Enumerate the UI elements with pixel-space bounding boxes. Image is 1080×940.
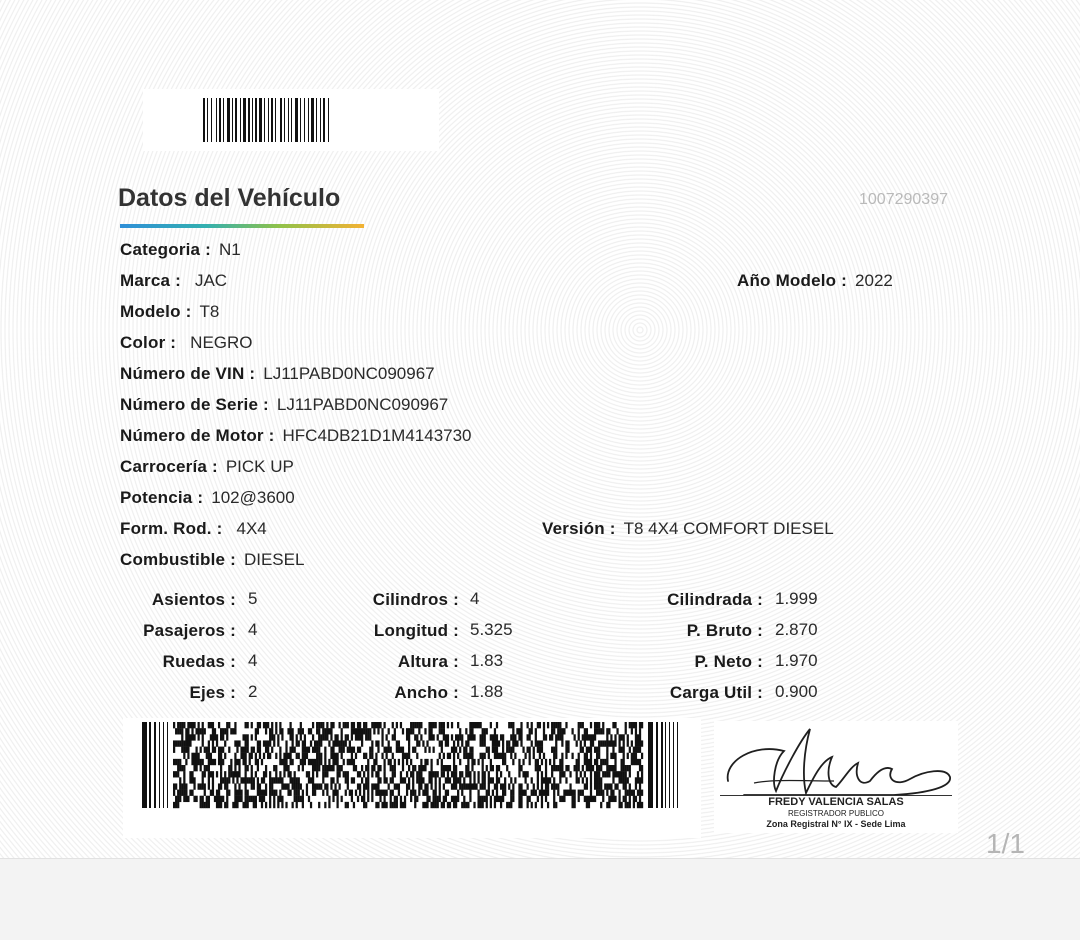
field-label: Año Modelo : (737, 271, 848, 290)
field-combustible (120, 550, 304, 570)
field-value: 4X4 (236, 519, 267, 538)
field-value: HFC4DB21D1M4143730 (282, 426, 472, 445)
handwritten-signature (714, 721, 958, 801)
spec-value-p-bruto: 2.870 (775, 620, 818, 639)
spec-label-ejes: Ejes : (189, 683, 236, 702)
field-marca (120, 271, 227, 291)
spec-value-altura: 1.83 (470, 651, 504, 670)
field-value: DIESEL (243, 550, 305, 569)
field-modelo (120, 302, 219, 322)
field-value: PICK UP (225, 457, 294, 476)
spec-label-ruedas: Ruedas : (162, 652, 236, 671)
field-label: Potencia : (120, 488, 204, 507)
field-categoria (120, 240, 241, 260)
signatory-name: FREDY VALENCIA SALAS (768, 796, 904, 808)
field-label: Número de Serie : (120, 395, 269, 414)
document-number: 1007290397 (859, 191, 948, 208)
spec-label-asientos: Asientos : (151, 590, 236, 609)
field-label: Color : (120, 333, 177, 352)
viewer-bottom-bar (0, 858, 1080, 940)
field-carroceria (120, 457, 294, 477)
field-label: Combustible : (120, 550, 236, 569)
field-label: Número de Motor : (120, 426, 275, 445)
field-value: T8 (199, 302, 220, 321)
field-label: Marca : (120, 271, 181, 290)
barcode-bars (203, 98, 379, 142)
top-barcode (143, 89, 439, 151)
page-indicator: 1/1 (986, 828, 1025, 858)
field-label: Form. Rod. : (120, 519, 223, 538)
spec-value-cilindrada: 1.999 (775, 589, 818, 608)
field-value: NEGRO (190, 333, 253, 352)
pdf417-barcode (123, 718, 701, 838)
pdf417-barcode-graphic (123, 718, 701, 838)
spec-label-ancho: Ancho : (394, 683, 459, 702)
field-motor (120, 426, 472, 446)
spec-label-pasajeros: Pasajeros : (143, 621, 236, 640)
field-value: LJ11PABD0NC090967 (276, 395, 449, 414)
spec-value-p-neto: 1.970 (775, 651, 818, 670)
spec-label-altura: Altura : (397, 652, 459, 671)
spec-label-longitud: Longitud : (373, 621, 459, 640)
spec-label-carga-util: Carga Util : (669, 683, 763, 702)
spec-value-asientos: 5 (248, 589, 258, 608)
field-potencia (120, 488, 295, 508)
spec-label-p-neto: P. Neto : (694, 652, 763, 671)
field-form-rod (120, 519, 267, 539)
spec-label-p-bruto: P. Bruto : (686, 621, 763, 640)
spec-value-cilindros: 4 (470, 589, 480, 608)
spec-label-cilindrada: Cilindrada : (667, 590, 763, 609)
title-underline (120, 224, 364, 228)
field-value: JAC (194, 271, 228, 290)
field-label: Modelo : (120, 302, 192, 321)
signatory-office: Zona Registral N° IX - Sede Lima (766, 819, 906, 829)
field-value: LJ11PABD0NC090967 (263, 364, 435, 383)
field-label: Versión : (542, 519, 616, 538)
document-title: Datos del Vehículo (118, 184, 341, 212)
field-value: T8 4X4 COMFORT DIESEL (623, 519, 834, 538)
field-vin (120, 364, 435, 384)
spec-label-cilindros: Cilindros : (372, 590, 459, 609)
field-value: 102@3600 (211, 488, 295, 507)
spec-value-carga-util: 0.900 (775, 682, 818, 701)
spec-value-ruedas: 4 (248, 651, 258, 670)
field-version (542, 519, 834, 539)
signature-block (714, 721, 958, 833)
spec-value-pasajeros: 4 (248, 620, 258, 639)
field-anio-modelo (737, 271, 893, 291)
field-value: N1 (219, 240, 241, 259)
field-label: Categoria : (120, 240, 211, 259)
spec-value-ejes: 2 (248, 682, 258, 701)
field-serie (120, 395, 448, 415)
signatory-role: REGISTRADOR PUBLICO (787, 809, 884, 818)
field-label: Número de VIN : (120, 364, 256, 383)
field-label: Carrocería : (120, 457, 218, 476)
spec-value-ancho: 1.88 (470, 682, 504, 701)
spec-value-longitud: 5.325 (470, 620, 513, 639)
field-value: 2022 (855, 271, 893, 290)
field-color (120, 333, 253, 353)
